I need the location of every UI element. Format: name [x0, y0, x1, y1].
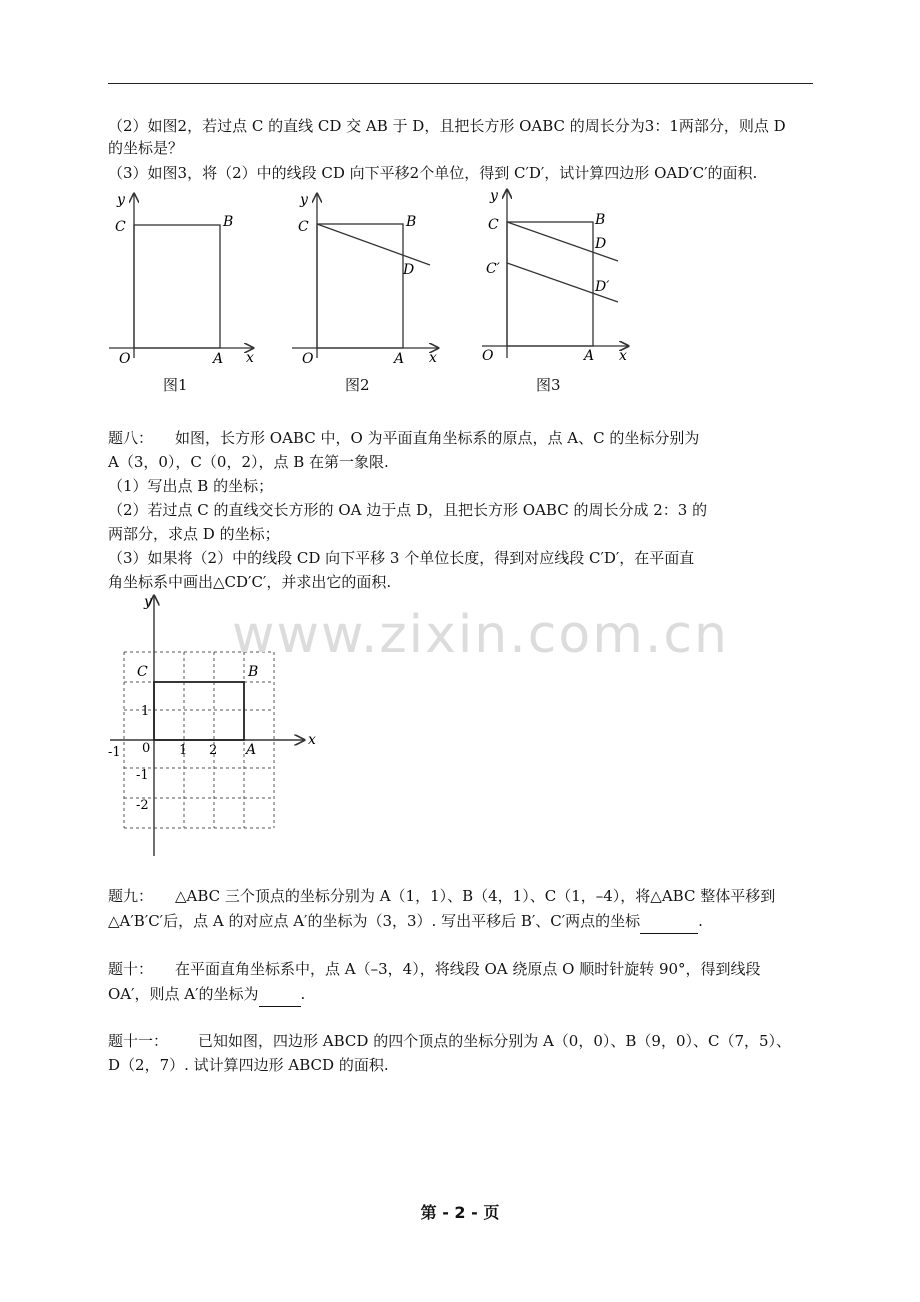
- grid-b-label: B: [248, 664, 259, 680]
- q11-line2: D（2，7）. 试计算四边形 ABCD 的面积.: [108, 1056, 389, 1074]
- q11-line1-text: 已知如图，四边形 ABCD 的四个顶点的坐标分别为 A（0，0）、B（9，0）、C（7，5）、: [198, 1032, 792, 1050]
- fig1-o-label: O: [119, 351, 131, 367]
- fig2-c-label: C: [298, 219, 309, 235]
- grid-tick-xm1: -1: [108, 745, 121, 760]
- fig2-a-label: A: [394, 351, 405, 367]
- grid-tick-x1: 1: [179, 743, 188, 758]
- grid-tick-ym1: -1: [136, 768, 149, 783]
- q7-part2-line2: 的坐标是？: [108, 139, 184, 157]
- q9-line2-text: △A′B′C′后，点 A 的对应点 A′的坐标为（3，3）. 写出平移后 B′、C′两点的坐标: [108, 912, 641, 930]
- grid-c-label: C: [137, 664, 148, 680]
- q7-part3: （3）如图3，将（2）中的线段 CD 向下平移2个单位，得到 C′D′，试计算四边形 OAD′C′的面积.: [108, 164, 758, 182]
- grid-tick-ym2: -2: [136, 798, 149, 813]
- grid-tick-y1: 1: [141, 704, 150, 719]
- fig2-b-label: B: [406, 214, 417, 230]
- q8-part3-line1: （3）如果将（2）中的线段 CD 向下平移 3 个单位长度，得到对应线段 C′D′，在平面直: [108, 549, 695, 567]
- q8-part2-line1: （2）若过点 C 的直线交长方形的 OA 边于点 D，且把长方形 OABC 的周长分成 2：3 的: [108, 501, 708, 519]
- q8-part1: （1）写出点 B 的坐标；: [108, 477, 274, 495]
- fig3-caption: 图3: [536, 376, 561, 394]
- q9-line1-text: △ABC 三个顶点的坐标分别为 A（1，1）、B（4，1）、C（1，–4），将△ABC 整体平移到: [175, 887, 776, 905]
- fig3-o-label: O: [482, 348, 494, 364]
- q9-answer-blank[interactable]: [640, 909, 698, 934]
- figure-1: [105, 188, 265, 368]
- q10-line2-end: .: [300, 985, 306, 1003]
- fig1-caption: 图1: [163, 376, 188, 394]
- fig3-d-prime-label: D′: [595, 279, 610, 295]
- fig3-c-prime-label: C′: [486, 261, 500, 277]
- q8-line2: A（3，0），C（0，2），点 B 在第一象限.: [108, 453, 389, 471]
- header-rule: [108, 83, 813, 84]
- fig3-a-label: A: [584, 348, 595, 364]
- grid-a-label: A: [246, 742, 257, 758]
- fig1-x-label: x: [246, 350, 254, 366]
- watermark: www.zixin.com.cn: [232, 605, 729, 665]
- grid-y-label: y: [144, 594, 152, 610]
- page-footer: 第 - 2 - 页: [420, 1203, 500, 1222]
- figure-3: [480, 184, 640, 368]
- grid-tick-0: 0: [142, 741, 151, 756]
- q9-line2-end: .: [698, 912, 703, 930]
- fig3-y-label: y: [490, 188, 498, 204]
- q11-line1: [108, 1029, 813, 1053]
- fig3-b-label: B: [595, 212, 606, 228]
- fig3-x-label: x: [619, 348, 627, 364]
- fig3-d-label: D: [595, 236, 607, 252]
- q10-answer-blank[interactable]: [259, 982, 301, 1007]
- q11-title: 题十一：: [108, 1032, 169, 1050]
- q7-part2-line1: （2）如图2，若过点 C 的直线 CD 交 AB 于 D，且把长方形 OABC 的周长分为3：1两部分，则点 D: [108, 117, 786, 135]
- fig2-y-label: y: [300, 192, 308, 208]
- q10-line2-text: OA′，则点 A′的坐标为: [108, 985, 259, 1003]
- q8-part3-line2: 角坐标系中画出△CD′C′，并求出它的面积.: [108, 573, 392, 591]
- fig2-o-label: O: [302, 351, 314, 367]
- q9-line2: [108, 909, 813, 934]
- q10-line2: [108, 982, 813, 1007]
- q9-title: 题九：: [108, 887, 154, 905]
- q8-line1: [108, 426, 813, 450]
- q9-line1: [108, 884, 813, 908]
- grid-x-label: x: [308, 732, 316, 748]
- fig1-b-label: B: [223, 214, 234, 230]
- fig2-caption: 图2: [345, 376, 370, 394]
- q8-title: 题八：: [108, 429, 154, 447]
- figure-2: [290, 188, 450, 368]
- q10-line1: [108, 957, 813, 981]
- q8-part2-line2: 两部分，求点 D 的坐标；: [108, 525, 280, 543]
- fig2-d-label: D: [403, 262, 415, 278]
- q10-title: 题十：: [108, 960, 154, 978]
- q10-line1-text: 在平面直角坐标系中，点 A（–3，4），将线段 OA 绕原点 O 顺时针旋转 90°，得到线段: [175, 960, 761, 978]
- fig1-c-label: C: [115, 219, 126, 235]
- grid-tick-x2: 2: [209, 743, 218, 758]
- q8-line1-text: 如图，长方形 OABC 中，O 为平面直角坐标系的原点，点 A、C 的坐标分别为: [175, 429, 700, 447]
- fig2-x-label: x: [429, 350, 437, 366]
- fig1-y-label: y: [117, 192, 125, 208]
- fig1-a-label: A: [213, 351, 224, 367]
- fig3-c-label: C: [488, 217, 499, 233]
